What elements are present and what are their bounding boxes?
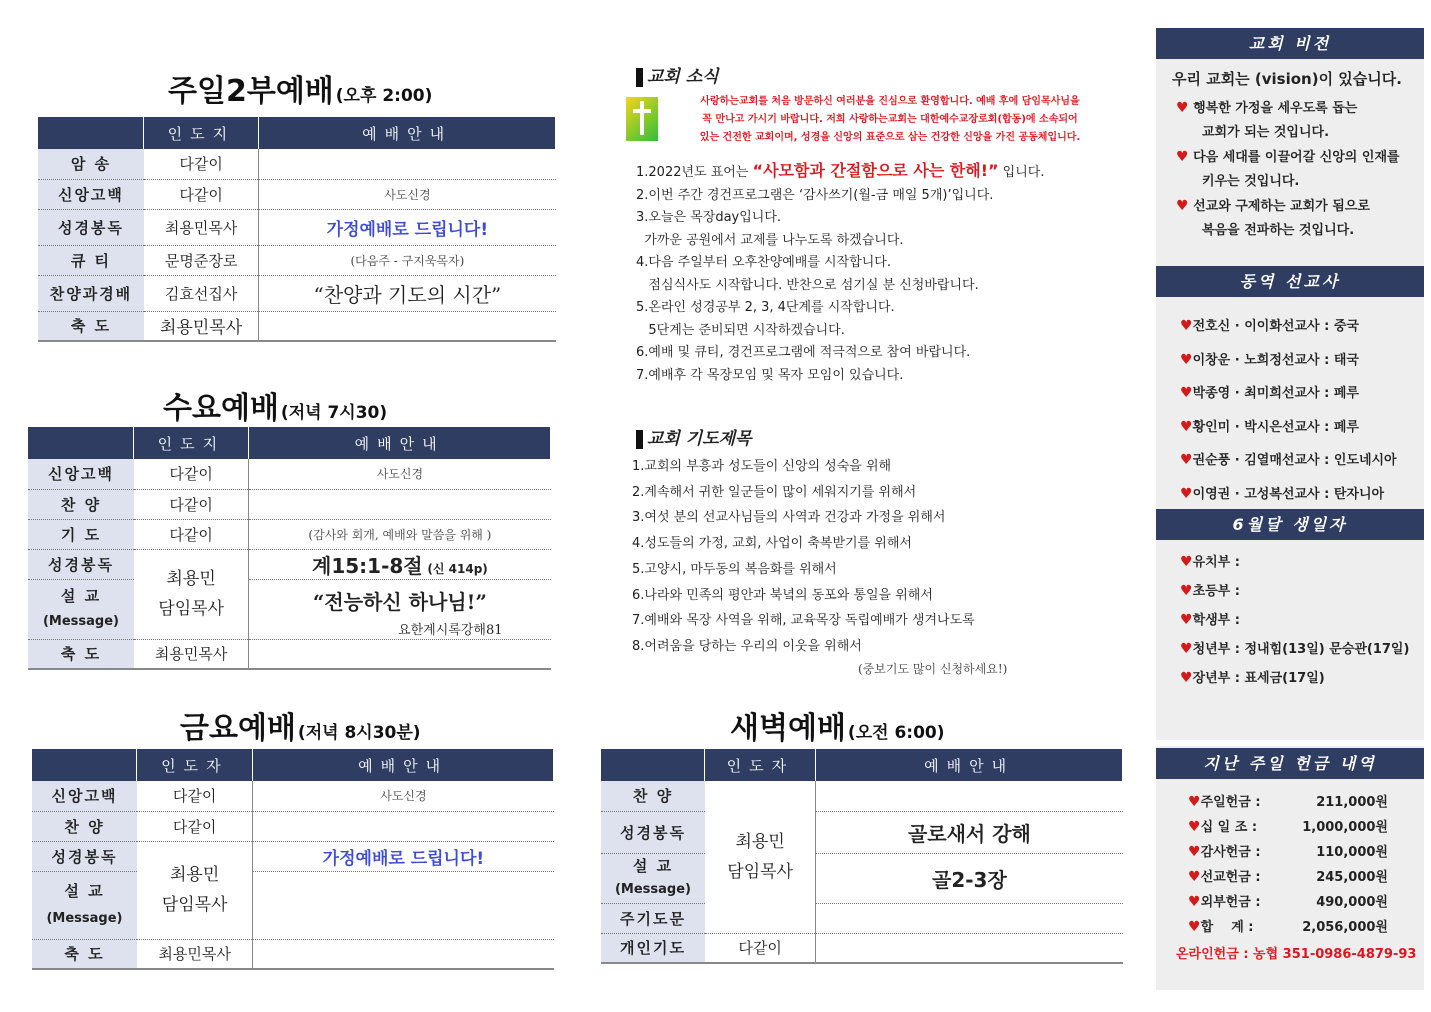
list-item: ♥ 감사헌금 : 110,000원 bbox=[1188, 840, 1388, 865]
list-item: ♥ 외부헌금 : 490,000원 bbox=[1188, 890, 1388, 915]
list-item: ♥ 주일헌금 : 211,000원 bbox=[1188, 790, 1388, 815]
news-list bbox=[636, 160, 1044, 387]
list-item: ♥이영권 · 고성복선교사 : 탄자니아 bbox=[1180, 485, 1385, 502]
list-item-cont: 키우는 것입니다. bbox=[1202, 174, 1300, 189]
leader-name: 최용민 bbox=[735, 831, 785, 852]
friday-title: 금요예배 (저녁 8시30분) bbox=[180, 711, 421, 746]
list-item: 1.교회의 부흥과 성도들이 신앙의 성숙을 위해 bbox=[632, 459, 892, 474]
vision-intro: 우리 교회는 (vision)이 있습니다. bbox=[1172, 70, 1402, 88]
heart-icon: ♥ bbox=[1180, 641, 1193, 657]
heart-icon: ♥ bbox=[1188, 919, 1201, 935]
leader-title: 담임목사 bbox=[727, 861, 793, 882]
list-item-cont: 교회가 되는 것입니다. bbox=[1202, 125, 1330, 140]
heart-icon: ♥ bbox=[1180, 583, 1193, 599]
news-intro: 사랑하는교회를 처음 방문하신 여러분을 진심으로 환영합니다. 예배 후에 담임목사님을 꼭 만나고 가시기 바랍니다. 저희 사랑하는교회는 대한예수교장로회(합동)에 소속되어 있는 건전한 교회이며, 성경을 신앙의 표준으로 삼는 건강한 신앙을 가진 공동체입니다. bbox=[699, 96, 1081, 143]
table-row: 신앙고백 다같이 사도신경 bbox=[38, 179, 556, 209]
list-item: 3.여섯 분의 선교사님들의 사역과 건강과 가정을 위해서 bbox=[632, 510, 946, 526]
table-row: 성경봉독 골로새서 강해 bbox=[601, 811, 1123, 853]
list-item: ♥장년부 : 표세금(17일) bbox=[1180, 670, 1325, 686]
vision-list bbox=[1176, 96, 1400, 243]
heart-icon: ♥ bbox=[1180, 670, 1193, 686]
list-item: ♥ 다음 세대를 이끌어갈 신앙의 인재를 bbox=[1176, 149, 1400, 165]
list-item: 6.나라와 민족의 평안과 북녘의 동포와 통일을 위해서 bbox=[632, 587, 933, 603]
prayer-heading: 교회 기도제목 bbox=[636, 424, 751, 449]
list-item: 6.예배 및 큐티, 경건프로그램에 적극적으로 참여 바랍니다. bbox=[636, 345, 971, 360]
list-item: ♥ 선교와 구제하는 교회가 됨으로 bbox=[1176, 198, 1370, 214]
birthdays-heading: 6월달 생일자 bbox=[1156, 509, 1424, 540]
list-item: 5.고양시, 마두동의 복음화를 위해서 bbox=[632, 561, 837, 577]
heart-icon: ♥ bbox=[1176, 198, 1189, 214]
list-item: 3.오늘은 목장day입니다. bbox=[636, 210, 782, 225]
list-item: 5.온라인 성경공부 2, 3, 4단계를 시작합니다. bbox=[636, 300, 895, 315]
table-header: 인도자 예배안내 bbox=[601, 749, 1123, 781]
dawn-table bbox=[601, 749, 1123, 964]
heart-icon: ♥ bbox=[1176, 149, 1189, 165]
leader-name: 최용민 bbox=[170, 865, 220, 885]
sunday-title: 주일2부예배 (오후 2:00) bbox=[168, 74, 433, 109]
offering-heading: 지난 주일 헌금 내역 bbox=[1156, 748, 1424, 779]
table-row: 축 도 최용민목사 bbox=[32, 939, 554, 969]
heart-icon: ♥ bbox=[1180, 385, 1193, 401]
list-item: 7.예배와 목장 사역을 위해, 교육목장 독립예배가 생겨나도록 bbox=[632, 613, 975, 629]
dawn-title: 새벽예배 (오전 6:00) bbox=[730, 711, 945, 746]
table-row: 성경봉독 최용민목사 가정예배로 드립니다! bbox=[38, 209, 556, 245]
friday-table bbox=[32, 749, 554, 970]
offering-list bbox=[1188, 790, 1388, 940]
table-row: 설 교 (Message) 골2-3장 bbox=[601, 853, 1123, 903]
table-row: 축 도 최용민목사 bbox=[38, 311, 556, 341]
table-header: 인도지 예배안내 bbox=[38, 117, 556, 149]
list-item-cont: 복음을 전파하는 것입니다. bbox=[1202, 223, 1355, 238]
table-row: 암 송 다같이 bbox=[38, 149, 556, 179]
heart-icon: ♥ bbox=[1188, 869, 1201, 885]
list-item: ♥ 선교헌금 : 245,000원 bbox=[1188, 865, 1388, 890]
list-item: ♥ 합 계 : 2,056,000원 bbox=[1188, 915, 1388, 940]
list-item: 7.예배후 각 목장모임 및 목자 모임이 있습니다. bbox=[636, 367, 904, 383]
table-row: 기 도 다같이 (감사와 회개, 예배와 말씀을 위해 ) bbox=[28, 519, 551, 549]
vision-heading: 교회 비전 bbox=[1156, 28, 1424, 59]
list-item: 4.다음 주일부터 오후찬양예배를 시작합니다. bbox=[636, 255, 891, 270]
heart-icon: ♥ bbox=[1180, 351, 1193, 368]
missionaries-heading: 동역 선교사 bbox=[1156, 266, 1424, 297]
list-item: 2.계속해서 귀한 일군들이 많이 세워지기를 위해서 bbox=[632, 484, 917, 500]
heart-icon: ♥ bbox=[1180, 554, 1193, 570]
list-item: 1.2022년도 표어는 “사모함과 간절함으로 사는 한해!” 입니다. bbox=[636, 161, 1045, 180]
leader-title: 담임목사 bbox=[161, 895, 228, 915]
table-row: 찬 양 다같이 bbox=[32, 811, 554, 841]
list-item: 4.성도들의 가정, 교회, 사업이 축복받기를 위해서 bbox=[632, 536, 912, 552]
table-row: 성경봉독 최용민 담임목사 가정예배로 드립니다! bbox=[32, 841, 554, 871]
prayer-list bbox=[632, 454, 975, 660]
table-header: 인도자 예배안내 bbox=[32, 749, 554, 781]
missionaries-list bbox=[1180, 310, 1397, 511]
list-item: ♥초등부 : bbox=[1180, 583, 1240, 599]
table-row: 신앙고백 다같이 사도신경 bbox=[32, 781, 554, 811]
heart-icon: ♥ bbox=[1188, 844, 1201, 860]
table-row: 설 교 (Message) “전능하신 하나님!” 요한계시록강해81 bbox=[28, 579, 551, 639]
heart-icon: ♥ bbox=[1180, 612, 1193, 628]
table-row: 개인기도 다같이 bbox=[601, 933, 1123, 963]
list-item: 5단계는 준비되면 시작하겠습니다. bbox=[636, 322, 845, 338]
heart-icon: ♥ bbox=[1176, 100, 1189, 116]
heart-icon: ♥ bbox=[1180, 418, 1193, 435]
list-item: 가까운 공원에서 교제를 나누도록 하겠습니다. bbox=[636, 232, 904, 248]
list-item: ♥이창운 · 노희정선교사 : 태국 bbox=[1180, 351, 1359, 368]
table-row: 신앙고백 다같이 사도신경 bbox=[28, 459, 551, 489]
table-header: 인도지 예배안내 bbox=[28, 427, 551, 459]
table-row: 축 도 최용민목사 bbox=[28, 639, 551, 669]
table-row: 성경봉독 최용민 담임목사 계15:1-8절 (신 414p) bbox=[28, 549, 551, 579]
table-row: 설 교 (Message) bbox=[32, 871, 554, 939]
birthdays-list bbox=[1180, 548, 1409, 693]
list-item: ♥ 행복한 가정을 세우도록 돕는 bbox=[1176, 100, 1358, 116]
heart-icon: ♥ bbox=[1180, 318, 1193, 334]
table-row: 큐 티 문명준장로 (다음주 - 구지욱목자) bbox=[38, 245, 556, 275]
heart-icon: ♥ bbox=[1180, 452, 1193, 468]
sunday-table bbox=[38, 117, 556, 342]
list-item: ♥학생부 : bbox=[1180, 612, 1240, 628]
heart-icon: ♥ bbox=[1188, 819, 1201, 835]
list-item: 2.이번 주간 경건프로그램은 ‘감사쓰기(월-금 매일 5개)’입니다. bbox=[636, 187, 994, 203]
list-item: ♥황인미 · 박시은선교사 : 페루 bbox=[1180, 418, 1359, 435]
leader-title: 담임목사 bbox=[158, 599, 224, 619]
table-row: 찬 양 최용민 담임목사 bbox=[601, 781, 1123, 811]
list-item: ♥ 십 일 조 : 1,000,000원 bbox=[1188, 815, 1388, 840]
news-heading: 교회 소식 bbox=[636, 62, 719, 87]
wednesday-title: 수요예배 (저녁 7시30) bbox=[163, 391, 388, 426]
table-row: 찬양과경배 김효선집사 “찬양과 기도의 시간” bbox=[38, 275, 556, 311]
list-item: ♥전호신 · 이이화선교사 : 중국 bbox=[1180, 318, 1359, 334]
list-item: 8.어려움을 당하는 우리의 이웃을 위해서 bbox=[632, 638, 862, 654]
list-item: ♥권순풍 · 김열매선교사 : 인도네시아 bbox=[1180, 452, 1397, 468]
heart-icon: ♥ bbox=[1188, 794, 1201, 810]
wednesday-table bbox=[28, 427, 551, 670]
table-row: 찬 양 다같이 bbox=[28, 489, 551, 519]
list-item: ♥박종영 · 최미희선교사 : 페루 bbox=[1180, 385, 1359, 401]
table-row: 주기도문 bbox=[601, 903, 1123, 933]
leader-name: 최용민 bbox=[166, 569, 216, 589]
list-item: 점심식사도 시작합니다. 반찬으로 섬기실 분 신청바랍니다. bbox=[636, 277, 979, 293]
list-item: ♥유치부 : bbox=[1180, 554, 1240, 570]
online-offering: 온라인헌금 : 농협 351-0986-4879-93 bbox=[1176, 947, 1417, 962]
list-item: ♥청년부 : 정내힘(13일) 문승관(17일) bbox=[1180, 641, 1410, 657]
heart-icon: ♥ bbox=[1188, 894, 1201, 910]
cross-icon bbox=[626, 97, 658, 141]
prayer-note: (중보기도 많이 신청하세요!) bbox=[858, 662, 1008, 676]
heart-icon: ♥ bbox=[1180, 485, 1193, 502]
